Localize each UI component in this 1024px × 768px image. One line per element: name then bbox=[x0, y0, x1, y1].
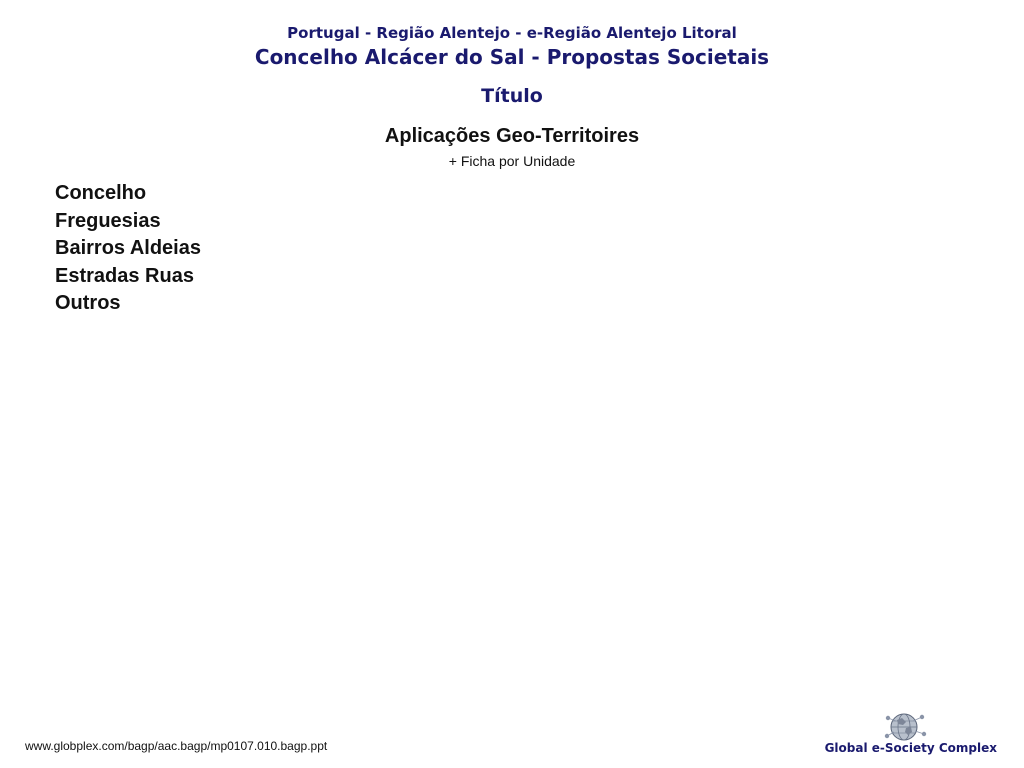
item-list bbox=[55, 180, 201, 318]
globe-network-icon bbox=[884, 712, 928, 742]
list-item: Concelho bbox=[55, 182, 147, 204]
footer-brand: Global e-Society Complex bbox=[824, 741, 997, 755]
footer-url: www.globplex.com/bagp/aac.bagp/mp0107.010.bagp.ppt bbox=[25, 739, 328, 753]
list-item: Freguesias bbox=[55, 209, 161, 232]
header-concelho-title: Concelho Alcácer do Sal - Propostas Societais bbox=[254, 45, 770, 69]
section-subheading: + Ficha por Unidade bbox=[448, 153, 576, 169]
list-item: Outros bbox=[55, 292, 121, 314]
section-heading: Aplicações Geo-Territoires bbox=[384, 125, 640, 147]
page-title: Título bbox=[481, 85, 543, 107]
header-region-line: Portugal - Região Alentejo - e-Região Alentejo Litoral bbox=[287, 24, 737, 42]
list-item: Estradas Ruas bbox=[55, 264, 194, 287]
list-item: Bairros Aldeias bbox=[55, 237, 201, 259]
